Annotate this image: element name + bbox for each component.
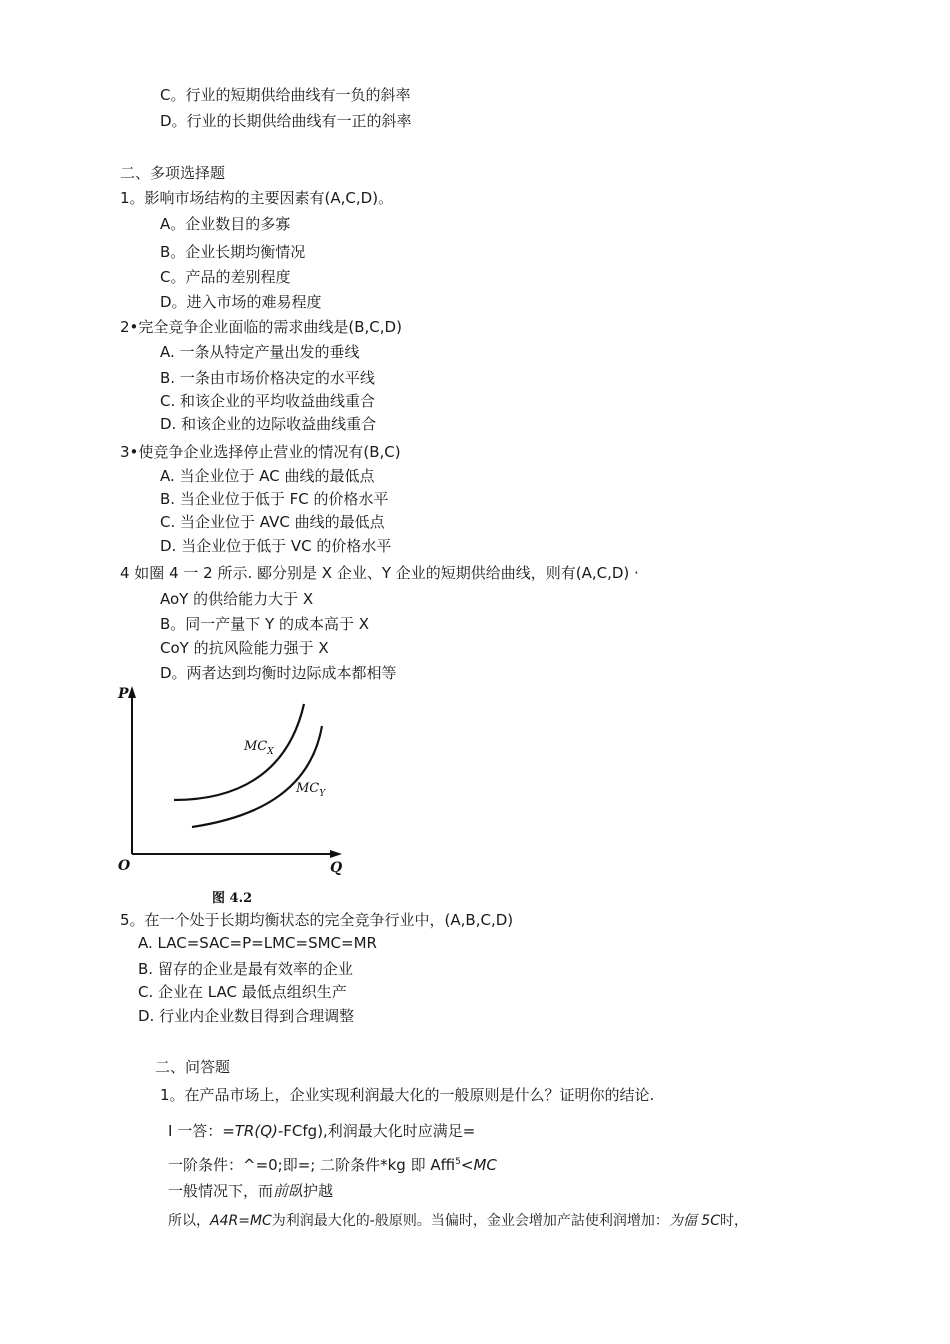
q1-stem: 1。影响市场结构的主要因素有(A,C,D)。: [120, 189, 394, 207]
q1-option-b: B。企业长期均衡情况: [160, 243, 306, 261]
q5-option-c: C. 企业在 LAC 最低点组织生产: [138, 983, 347, 1001]
q5-stem: 5。在一个处于长期均衡状态的完全竞争行业中，(A,B,C,D): [120, 911, 514, 929]
answer-line-4-b: A4R=MC: [210, 1213, 272, 1229]
q4-option-c: CoY 的抗风险能力强于 X: [160, 639, 329, 657]
q5-option-a: A. LAC=SAC=P=LMC=SMC=MR: [138, 934, 377, 952]
q3-stem: 3•使竞争企业选择停止营业的情况有(B,C): [120, 443, 401, 461]
answer-line-1-a: I 一答：: [168, 1122, 223, 1140]
answer-line-1-b: =TR(Q): [222, 1122, 278, 1140]
answer-line-1: [168, 1121, 475, 1141]
answer-line-4-c: 为利润最大化的-般原则。当偏时，金业会增加产詁使利润增加：: [271, 1213, 669, 1229]
q3-option-b: B. 当企业位于低于 FC 的价格水平: [160, 490, 389, 508]
q3-option-a: A. 当企业位于 AC 曲线的最低点: [160, 467, 375, 485]
answer-line-2: [168, 1152, 497, 1175]
origin-label: O: [118, 858, 131, 874]
answer-line-4-a: 所以，: [168, 1213, 210, 1229]
q4-option-a: AoY 的供给能力大于 X: [160, 590, 314, 608]
answer-line-2-sup: 5: [455, 1157, 461, 1167]
mc-y-label-main: MC: [296, 781, 320, 796]
option-c-top: C。行业的短期供给曲线有一负的斜率: [160, 86, 411, 104]
answer-line-3-c: 护越: [303, 1182, 334, 1200]
q2-option-b: B. 一条由市场价格决定的水平线: [160, 369, 375, 387]
axis-q-label: Q: [330, 860, 343, 876]
q1-option-a: A。企业数目的多寡: [160, 215, 291, 233]
mc-x-label: [243, 739, 274, 757]
answer-line-3: [168, 1181, 333, 1201]
answer-line-4-d: 为偪 5C: [668, 1213, 720, 1229]
figure-mc-curves: [112, 682, 352, 912]
answer-line-4-e: 时，: [720, 1213, 748, 1229]
q-axis-arrow: [330, 850, 342, 858]
figure-caption: 图 4.2: [212, 891, 253, 906]
q4-option-b: B。同一产量下 Y 的成本高于 X: [160, 615, 370, 633]
q1-option-d: D。进入市场的难易程度: [160, 293, 322, 311]
q3-option-c: C. 当企业位于 AVC 曲线的最低点: [160, 513, 385, 531]
answer-line-4: [168, 1211, 748, 1231]
mc-x-label-main: MC: [244, 739, 268, 754]
q3-option-d: D. 当企业位于低于 VC 的价格水平: [160, 537, 392, 555]
answer-line-2-b: <: [460, 1156, 474, 1174]
q2-option-d: D. 和该企业的边际收益曲线重合: [160, 415, 377, 433]
q5-option-d: D. 行业内企业数目得到合理调整: [138, 1007, 355, 1025]
section-heading-multi: 二、多项选择题: [120, 164, 226, 182]
q2-option-a: A. 一条从特定产量出发的垂线: [160, 343, 360, 361]
q4-option-d: D。两者达到均衡时边际成本都相等: [160, 664, 397, 682]
q2-option-c: C. 和该企业的平均收益曲线重合: [160, 392, 376, 410]
option-d-top: D。行业的长期供给曲线有一正的斜率: [160, 112, 412, 130]
answer-line-2-c: MC: [473, 1156, 497, 1174]
answer-line-1-c: -FCfg),利润最大化时应满足=: [277, 1122, 476, 1140]
answer-line-3-b: 前臥: [273, 1182, 304, 1200]
qa-q1: 1。在产品市场上，企业实现利润最大化的一般原则是什么？证明你的结论.: [160, 1086, 655, 1104]
q2-stem: 2•完全竞争企业面临的需求曲线是(B,C,D): [120, 318, 402, 336]
mc-x-label-sub: X: [267, 747, 274, 757]
q1-option-c: C。产品的差别程度: [160, 268, 291, 286]
mc-y-label-sub: Y: [319, 789, 326, 799]
section-heading-qa: 二、问答题: [155, 1058, 231, 1076]
axis-p-label: P: [118, 686, 129, 702]
answer-line-2-a: 一阶条件：^=0;即=; 二阶条件*kg 即 Affi: [168, 1156, 456, 1174]
mc-x-curve: [174, 704, 304, 800]
q5-option-b: B. 留存的企业是最有效率的企业: [138, 960, 353, 978]
answer-line-3-a: 一般情况下，而: [168, 1182, 274, 1200]
mc-y-label: [295, 781, 326, 799]
p-axis-arrow: [128, 686, 136, 698]
q4-stem: 4 如圈 4 一 2 所示. 郾分别是 X 企业、Y 企业的短期供给曲线，则有(A,C,D) ·: [120, 564, 639, 582]
